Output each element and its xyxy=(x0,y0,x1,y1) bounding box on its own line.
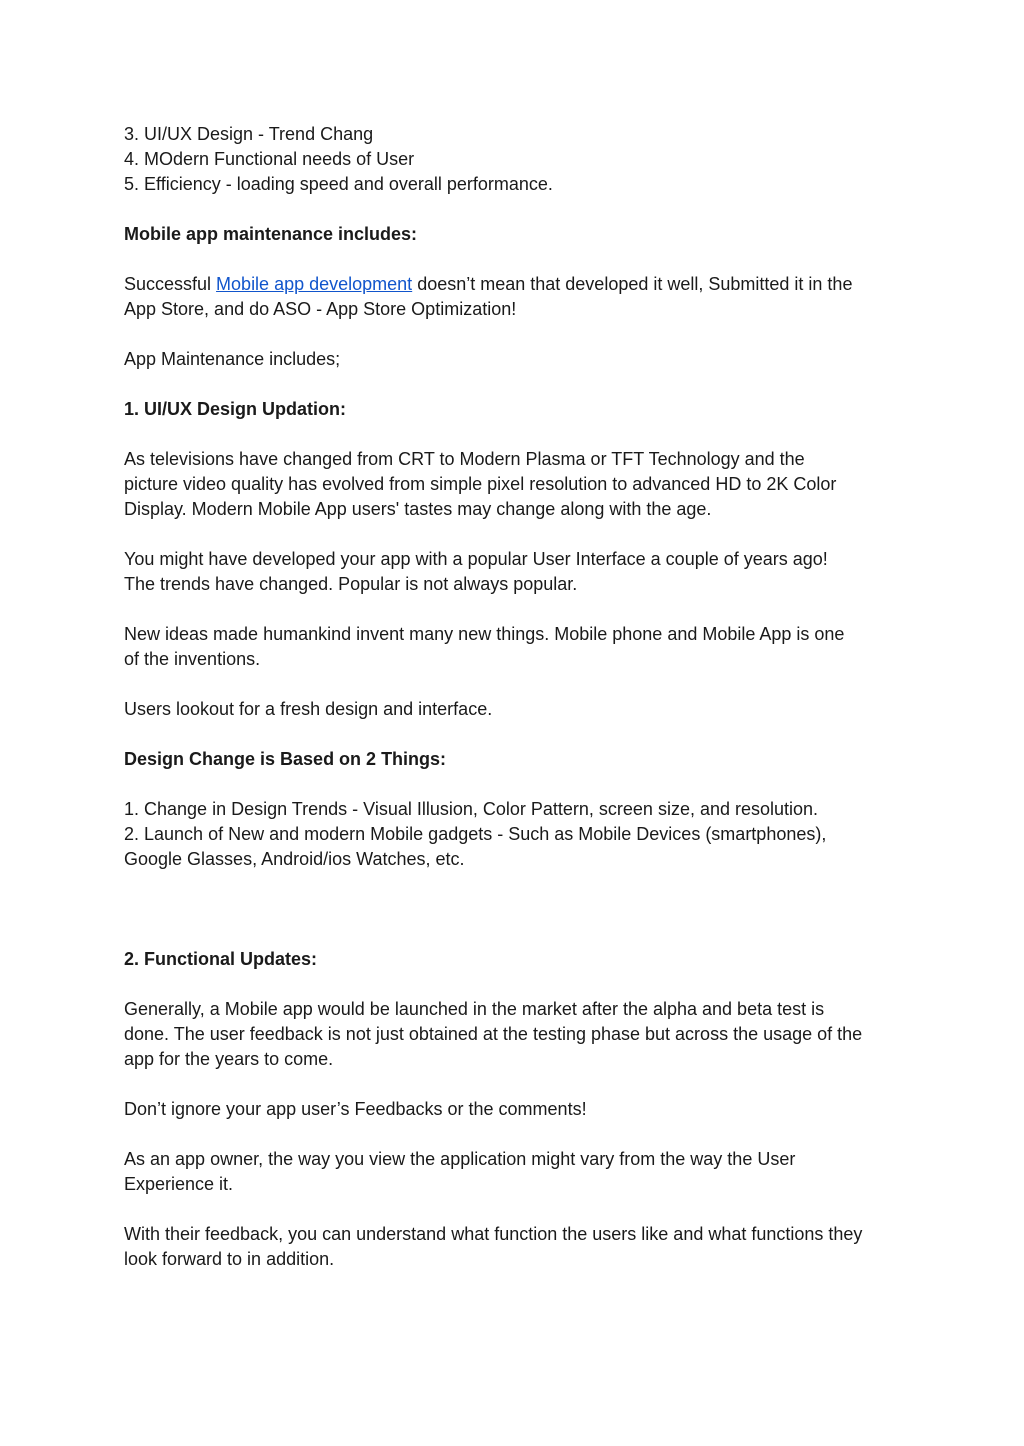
section2-paragraph-3 xyxy=(124,1147,914,1197)
paragraph-text: App Store, and do ASO - App Store Optimization! xyxy=(124,299,517,319)
paragraph-line: As televisions have changed from CRT to Modern Plasma or TFT Technology and the xyxy=(124,449,805,469)
paragraph-line: picture video quality has evolved from simple pixel resolution to advanced HD to 2K Color xyxy=(124,474,837,494)
section2-paragraph-1 xyxy=(124,997,914,1072)
paragraph-line: Generally, a Mobile app would be launched in the market after the alpha and beta test is xyxy=(124,999,825,1019)
paragraph-line: of the inventions. xyxy=(124,649,261,669)
list-item: 5. Efficiency - loading speed and overall performance. xyxy=(124,174,553,194)
paragraph-line: app for the years to come. xyxy=(124,1049,334,1069)
paragraph-line: New ideas made humankind invent many new things. Mobile phone and Mobile App is one xyxy=(124,624,845,644)
intro-list xyxy=(124,122,914,197)
paragraph-line: You might have developed your app with a popular User Interface a couple of years ago! xyxy=(124,549,828,569)
document-page xyxy=(124,122,914,1272)
list-item: 4. MOdern Functional needs of User xyxy=(124,149,415,169)
paragraph-line: The trends have changed. Popular is not always popular. xyxy=(124,574,578,594)
paragraph-line: As an app owner, the way you view the application might vary from the way the User xyxy=(124,1149,796,1169)
paragraph-text: doesn’t mean that developed it well, Submitted it in the xyxy=(412,274,853,294)
list-item: 1. Change in Design Trends - Visual Illusion, Color Pattern, screen size, and resolution. xyxy=(124,799,819,819)
section1-paragraph-3 xyxy=(124,622,914,672)
section2-paragraph-2: Don’t ignore your app user’s Feedbacks or the comments! xyxy=(124,1099,587,1119)
paragraph-line: look forward to in addition. xyxy=(124,1249,335,1269)
section1-paragraph-2 xyxy=(124,547,914,597)
mobile-app-development-link[interactable]: Mobile app development xyxy=(216,274,413,294)
paragraph-line: Display. Modern Mobile App users' tastes may change along with the age. xyxy=(124,499,712,519)
design-change-heading: Design Change is Based on 2 Things: xyxy=(124,749,447,769)
list-item: Google Glasses, Android/ios Watches, etc. xyxy=(124,849,465,869)
section1-paragraph-1 xyxy=(124,447,914,522)
paragraph-line: done. The user feedback is not just obtained at the testing phase but across the usage of the xyxy=(124,1024,863,1044)
list-item: 2. Launch of New and modern Mobile gadgets - Such as Mobile Devices (smartphones), xyxy=(124,824,827,844)
section1-paragraph-4: Users lookout for a fresh design and interface. xyxy=(124,699,493,719)
section2-heading: 2. Functional Updates: xyxy=(124,949,318,969)
paragraph-line: With their feedback, you can understand what function the users like and what functions they xyxy=(124,1224,863,1244)
section1-heading: 1. UI/UX Design Updation: xyxy=(124,399,347,419)
app-maintenance-includes: App Maintenance includes; xyxy=(124,349,341,369)
section2-paragraph-4 xyxy=(124,1222,914,1272)
paragraph-text: Successful xyxy=(124,274,217,294)
paragraph-line: Experience it. xyxy=(124,1174,234,1194)
list-item: 3. UI/UX Design - Trend Chang xyxy=(124,124,374,144)
design-change-list xyxy=(124,797,914,872)
maintenance-heading: Mobile app maintenance includes: xyxy=(124,224,418,244)
successful-paragraph xyxy=(124,272,914,322)
